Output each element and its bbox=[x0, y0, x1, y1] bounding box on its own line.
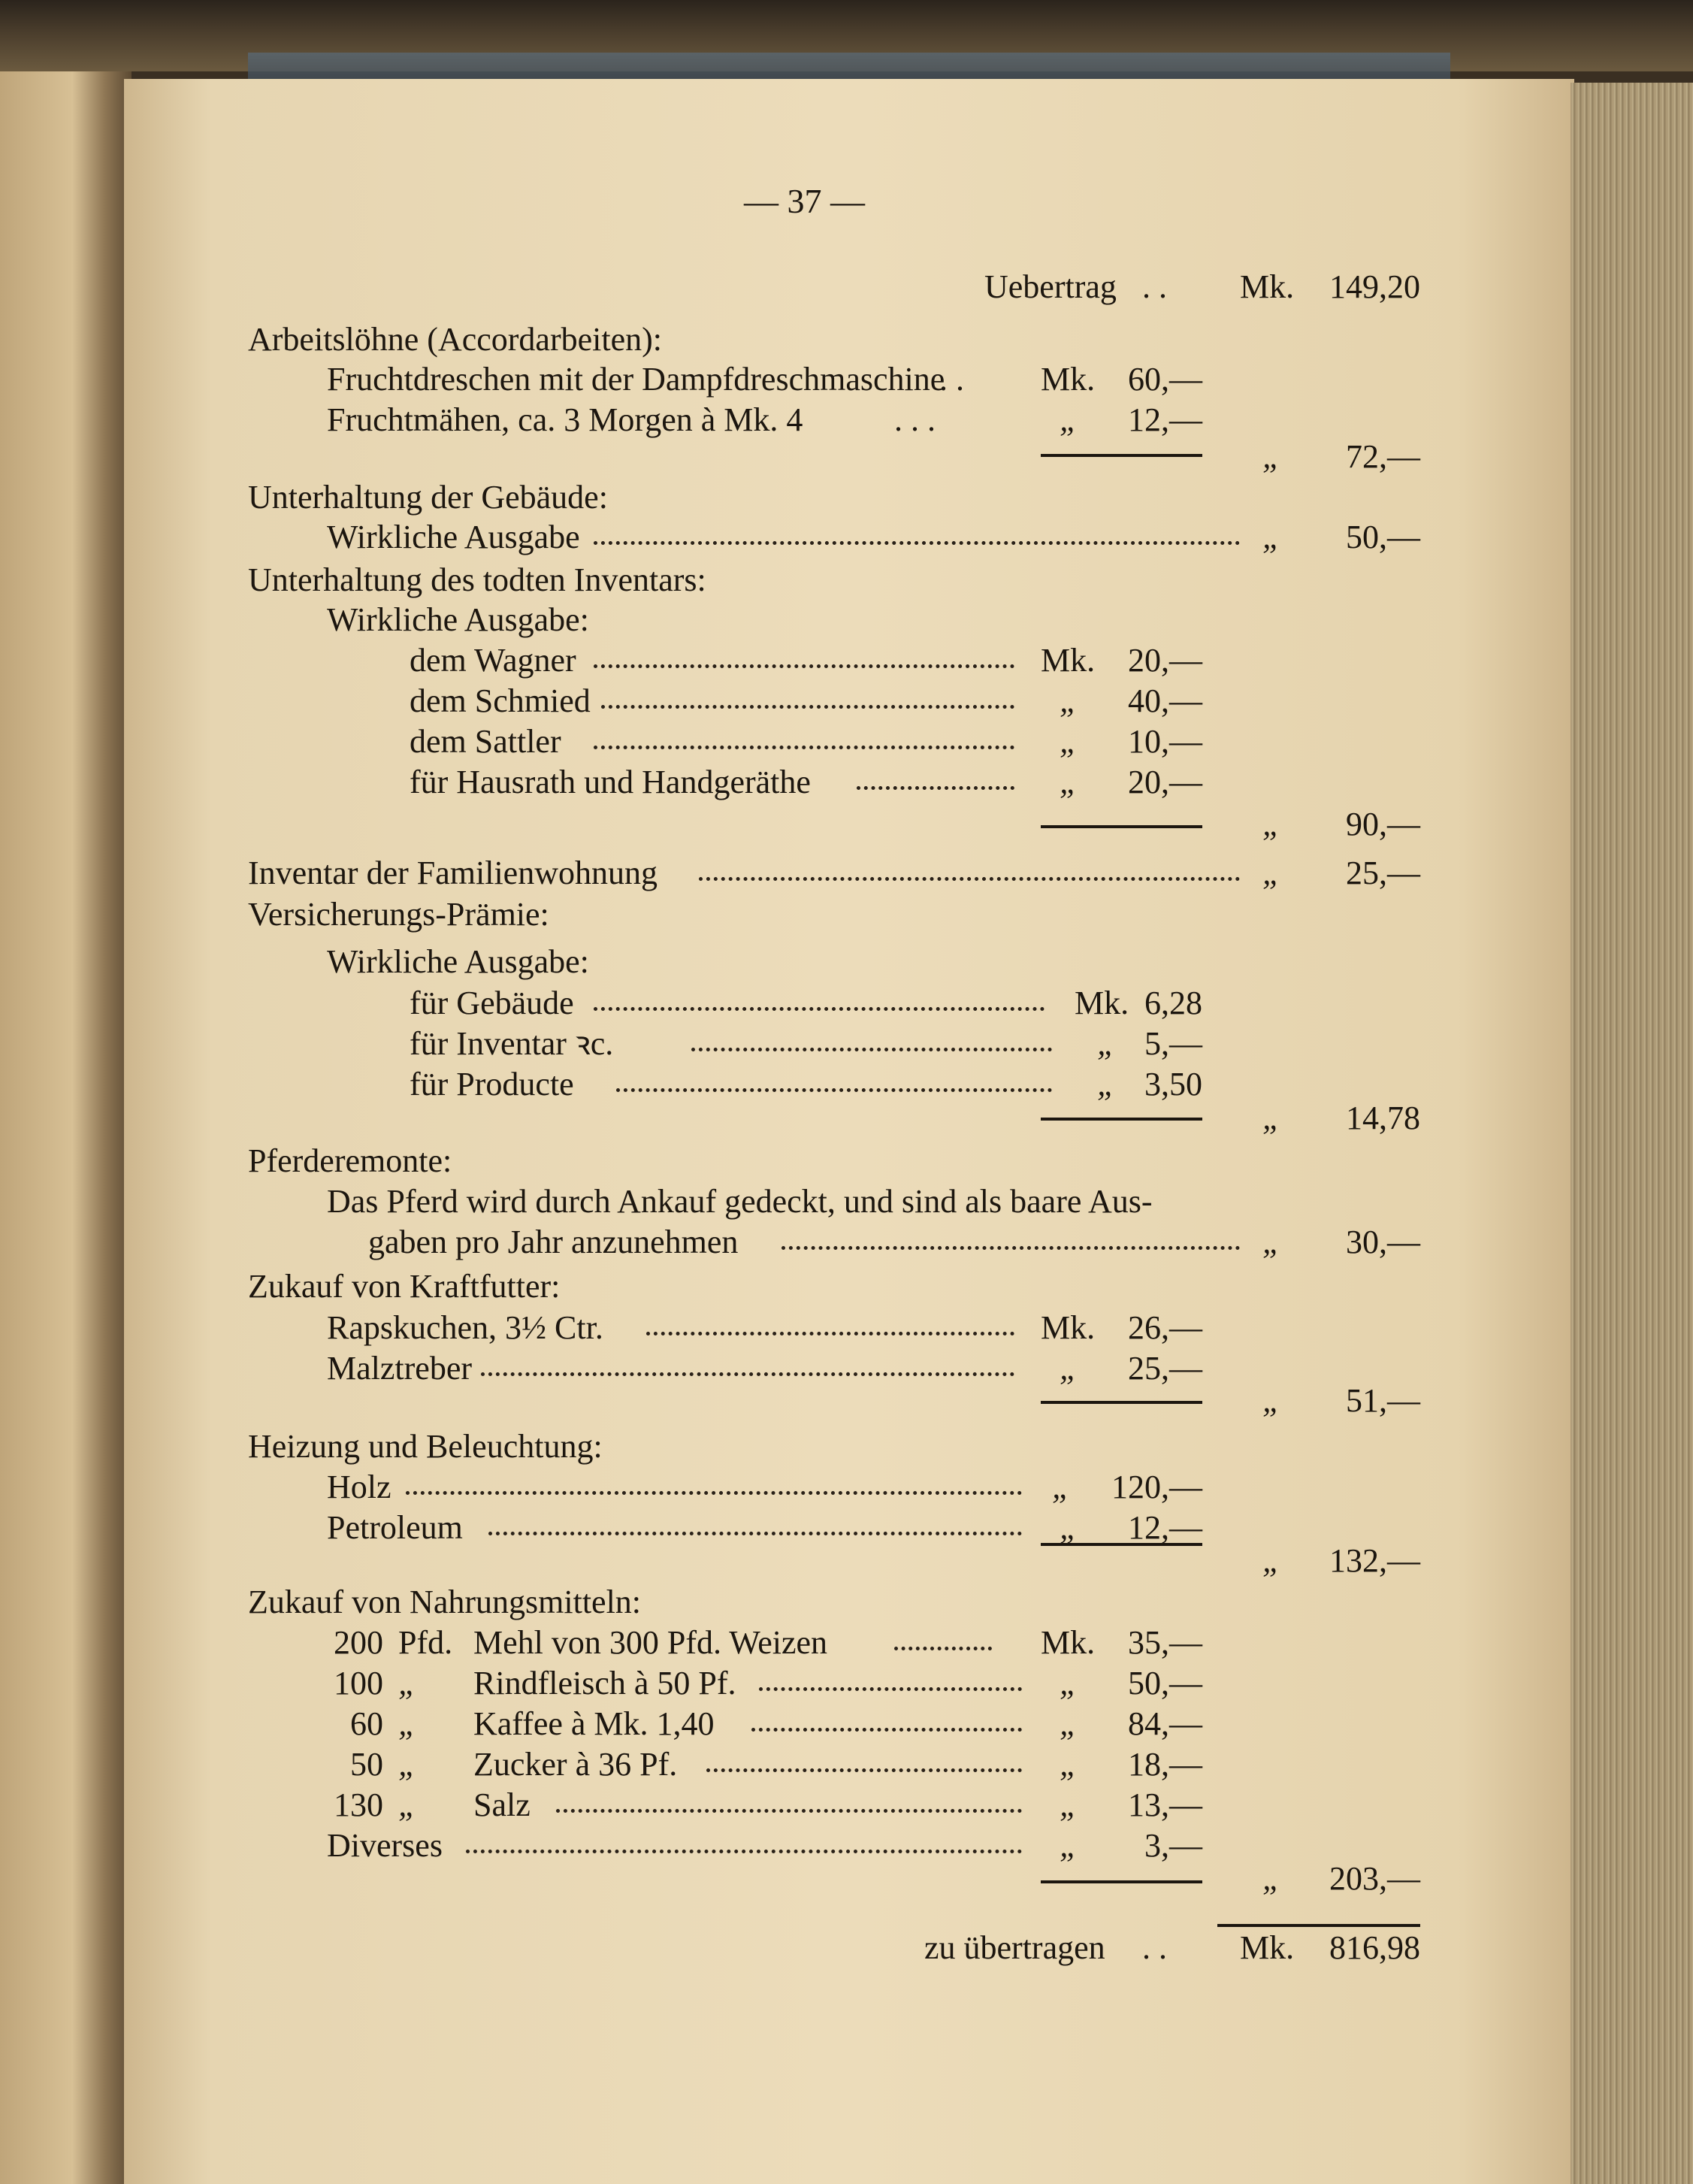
paragraph-line: Das Pferd wird durch Ankauf gedeckt, und sind als baare Aus- bbox=[327, 1183, 1153, 1220]
line-item-amount: 84,— bbox=[1128, 1705, 1202, 1742]
line-item-label: Rapskuchen, 3½ Ctr. bbox=[327, 1309, 603, 1346]
line-item-amount: 26,— bbox=[1128, 1309, 1202, 1346]
line-item-label: für Producte bbox=[410, 1066, 574, 1103]
carry-forward-dots: . . bbox=[1142, 1929, 1167, 1966]
ditto-mark: „ bbox=[1262, 1542, 1281, 1579]
leader-dots bbox=[594, 658, 1014, 668]
binding-strip bbox=[248, 53, 1450, 83]
ditto-mark: „ bbox=[1060, 1705, 1078, 1742]
ditto-mark: „ bbox=[1262, 519, 1281, 555]
leader-dots bbox=[857, 780, 1014, 790]
line-item-currency: Mk. bbox=[1075, 985, 1129, 1021]
line-item-amount: 3,50 bbox=[1144, 1066, 1202, 1103]
ditto-mark: „ bbox=[1052, 1469, 1071, 1505]
line-item-amount: 13,— bbox=[1128, 1786, 1202, 1823]
line-item-amount: 60,— bbox=[1128, 361, 1202, 398]
line-item-label: Rindfleisch à 50 Pf. bbox=[473, 1665, 736, 1702]
leader-dots bbox=[782, 1240, 1240, 1250]
subtotal-rule bbox=[1041, 1401, 1202, 1404]
line-item-label: Zucker à 36 Pf. bbox=[473, 1746, 678, 1783]
carry-forward-label: zu übertragen bbox=[924, 1929, 1105, 1966]
leader-dots bbox=[691, 1042, 1052, 1051]
page-gutter bbox=[0, 71, 132, 2184]
leader-dots bbox=[594, 1001, 1045, 1011]
section-total: 72,— bbox=[1346, 438, 1420, 475]
page-number: — 37 — bbox=[744, 182, 865, 220]
line-item-currency: Mk. bbox=[1041, 1309, 1096, 1346]
ditto-mark: „ bbox=[1060, 1746, 1078, 1783]
line-item-amount: 35,— bbox=[1128, 1624, 1202, 1661]
leader-dots bbox=[594, 740, 1014, 749]
leader-dots bbox=[706, 1762, 1022, 1772]
line-item-currency: Mk. bbox=[1041, 1624, 1096, 1661]
section-heading: Versicherungs-Prämie: bbox=[248, 896, 549, 933]
line-item-amount: 10,— bbox=[1128, 723, 1202, 760]
line-item-currency: Mk. bbox=[1041, 642, 1096, 679]
leader-dots bbox=[646, 1326, 1014, 1336]
leader-dots bbox=[488, 1526, 1022, 1535]
ditto-mark: „ bbox=[1060, 1786, 1078, 1823]
leader-dots bbox=[406, 1485, 1022, 1495]
ditto-mark: „ bbox=[398, 1746, 417, 1783]
ditto-mark: „ bbox=[1060, 1665, 1078, 1702]
ditto-mark: „ bbox=[1262, 1860, 1281, 1897]
brought-forward-amount: 149,20 bbox=[1329, 268, 1420, 305]
leader-dots bbox=[751, 1722, 1022, 1732]
line-item-amount: 5,— bbox=[1144, 1025, 1202, 1062]
ditto-mark: „ bbox=[1060, 764, 1078, 800]
ditto-mark: „ bbox=[1262, 1100, 1281, 1136]
leader-dots bbox=[894, 1641, 992, 1650]
line-item-label: für Inventar ꝛc. bbox=[410, 1025, 614, 1062]
line-item-amount: 40,— bbox=[1128, 682, 1202, 719]
leader-dots bbox=[759, 1681, 1022, 1691]
section-heading: Zukauf von Kraftfutter: bbox=[248, 1268, 561, 1305]
line-item-amount: 3,— bbox=[1144, 1827, 1202, 1864]
ditto-mark: „ bbox=[1097, 1025, 1116, 1062]
line-item-amount: 50,— bbox=[1346, 519, 1420, 555]
section-total: 90,— bbox=[1346, 806, 1420, 842]
line-item-dots: . . bbox=[939, 361, 964, 398]
brought-forward-dots: . . bbox=[1142, 268, 1167, 305]
line-item-dots: . . . bbox=[894, 401, 936, 438]
page-edges bbox=[1571, 83, 1693, 2184]
ditto-mark: „ bbox=[1060, 1827, 1078, 1864]
subtotal-rule bbox=[1041, 1880, 1202, 1883]
line-item-label: Malztreber bbox=[327, 1350, 472, 1387]
brought-forward-currency: Mk. bbox=[1240, 268, 1295, 305]
line-item-label: Mehl von 300 Pfd. Weizen bbox=[473, 1624, 828, 1661]
line-item-label: Salz bbox=[473, 1786, 531, 1823]
line-item-label: Holz bbox=[327, 1469, 392, 1505]
line-item-amount: 12,— bbox=[1128, 401, 1202, 438]
line-item-label: für Hausrath und Handgeräthe bbox=[410, 764, 811, 800]
ditto-mark: „ bbox=[398, 1665, 417, 1702]
grand-total-rule bbox=[1217, 1924, 1420, 1927]
leader-dots bbox=[466, 1844, 1022, 1853]
ditto-mark: „ bbox=[1060, 723, 1078, 760]
line-item-label: Inventar der Familienwohnung bbox=[248, 855, 658, 891]
quantity: 130 bbox=[334, 1786, 383, 1823]
line-item-label: dem Schmied bbox=[410, 682, 591, 719]
carry-forward-amount: 816,98 bbox=[1329, 1929, 1420, 1966]
quantity: 50 bbox=[350, 1746, 383, 1783]
section-total: 203,— bbox=[1329, 1860, 1420, 1897]
line-item-amount: 25,— bbox=[1346, 855, 1420, 891]
section-heading: Zukauf von Nahrungsmitteln: bbox=[248, 1584, 642, 1620]
section-heading: Arbeitslöhne (Accordarbeiten): bbox=[248, 321, 662, 358]
unit: Pfd. bbox=[398, 1624, 453, 1661]
subheading: Wirkliche Ausgabe: bbox=[327, 943, 589, 980]
ditto-mark: „ bbox=[1262, 806, 1281, 842]
section-heading: Heizung und Beleuchtung: bbox=[248, 1428, 603, 1465]
carry-forward-currency: Mk. bbox=[1240, 1929, 1295, 1966]
leader-dots bbox=[556, 1803, 1022, 1813]
line-item-label: Wirkliche Ausgabe bbox=[327, 519, 580, 555]
section-heading: Pferderemonte: bbox=[248, 1142, 452, 1179]
ditto-mark: „ bbox=[1262, 438, 1281, 475]
line-item-currency: Mk. bbox=[1041, 361, 1096, 398]
subtotal-rule bbox=[1041, 825, 1202, 828]
brought-forward-label: Uebertrag bbox=[984, 268, 1117, 305]
quantity: 200 bbox=[334, 1624, 383, 1661]
ditto-mark: „ bbox=[1262, 1382, 1281, 1419]
line-item-amount: 120,— bbox=[1111, 1469, 1202, 1505]
line-item-amount: 30,— bbox=[1346, 1224, 1420, 1260]
leader-dots bbox=[481, 1366, 1014, 1376]
line-item-label: Kaffee à Mk. 1,40 bbox=[473, 1705, 715, 1742]
line-item-amount: 12,— bbox=[1128, 1509, 1202, 1546]
quantity: 60 bbox=[350, 1705, 383, 1742]
ditto-mark: „ bbox=[398, 1786, 417, 1823]
ditto-mark: „ bbox=[1060, 682, 1078, 719]
section-total: 51,— bbox=[1346, 1382, 1420, 1419]
ditto-mark: „ bbox=[1262, 855, 1281, 891]
ditto-mark: „ bbox=[1262, 1224, 1281, 1260]
line-item-label: Fruchtmähen, ca. 3 Morgen à Mk. 4 bbox=[327, 401, 803, 438]
paragraph-line: gaben pro Jahr anzunehmen bbox=[368, 1224, 739, 1260]
line-item-label: für Gebäude bbox=[410, 985, 574, 1021]
leader-dots bbox=[616, 1082, 1052, 1092]
section-total: 14,78 bbox=[1346, 1100, 1420, 1136]
ditto-mark: „ bbox=[1060, 401, 1078, 438]
leader-dots bbox=[594, 535, 1240, 545]
subtotal-rule bbox=[1041, 454, 1202, 457]
line-item-amount: 20,— bbox=[1128, 764, 1202, 800]
ditto-mark: „ bbox=[1097, 1066, 1116, 1103]
subheading: Wirkliche Ausgabe: bbox=[327, 601, 589, 638]
line-item-amount: 20,— bbox=[1128, 642, 1202, 679]
line-item-amount: 25,— bbox=[1128, 1350, 1202, 1387]
line-item-amount: 50,— bbox=[1128, 1665, 1202, 1702]
subtotal-rule bbox=[1041, 1118, 1202, 1121]
line-item-label: Petroleum bbox=[327, 1509, 463, 1546]
ditto-mark: „ bbox=[1060, 1350, 1078, 1387]
section-heading: Unterhaltung der Gebäude: bbox=[248, 479, 608, 516]
section-heading: Unterhaltung des todten Inventars: bbox=[248, 561, 706, 598]
quantity: 100 bbox=[334, 1665, 383, 1702]
line-item-label: Diverses bbox=[327, 1827, 443, 1864]
line-item-amount: 6,28 bbox=[1144, 985, 1202, 1021]
ditto-mark: „ bbox=[398, 1705, 417, 1742]
line-item-label: dem Wagner bbox=[410, 642, 576, 679]
ditto-mark: „ bbox=[1060, 1509, 1078, 1546]
line-item-label: Fruchtdreschen mit der Dampfdreschmaschine bbox=[327, 361, 945, 398]
line-item-amount: 18,— bbox=[1128, 1746, 1202, 1783]
leader-dots bbox=[699, 871, 1240, 881]
section-total: 132,— bbox=[1329, 1542, 1420, 1579]
subtotal-rule bbox=[1041, 1543, 1202, 1546]
line-item-label: dem Sattler bbox=[410, 723, 561, 760]
leader-dots bbox=[601, 699, 1014, 709]
